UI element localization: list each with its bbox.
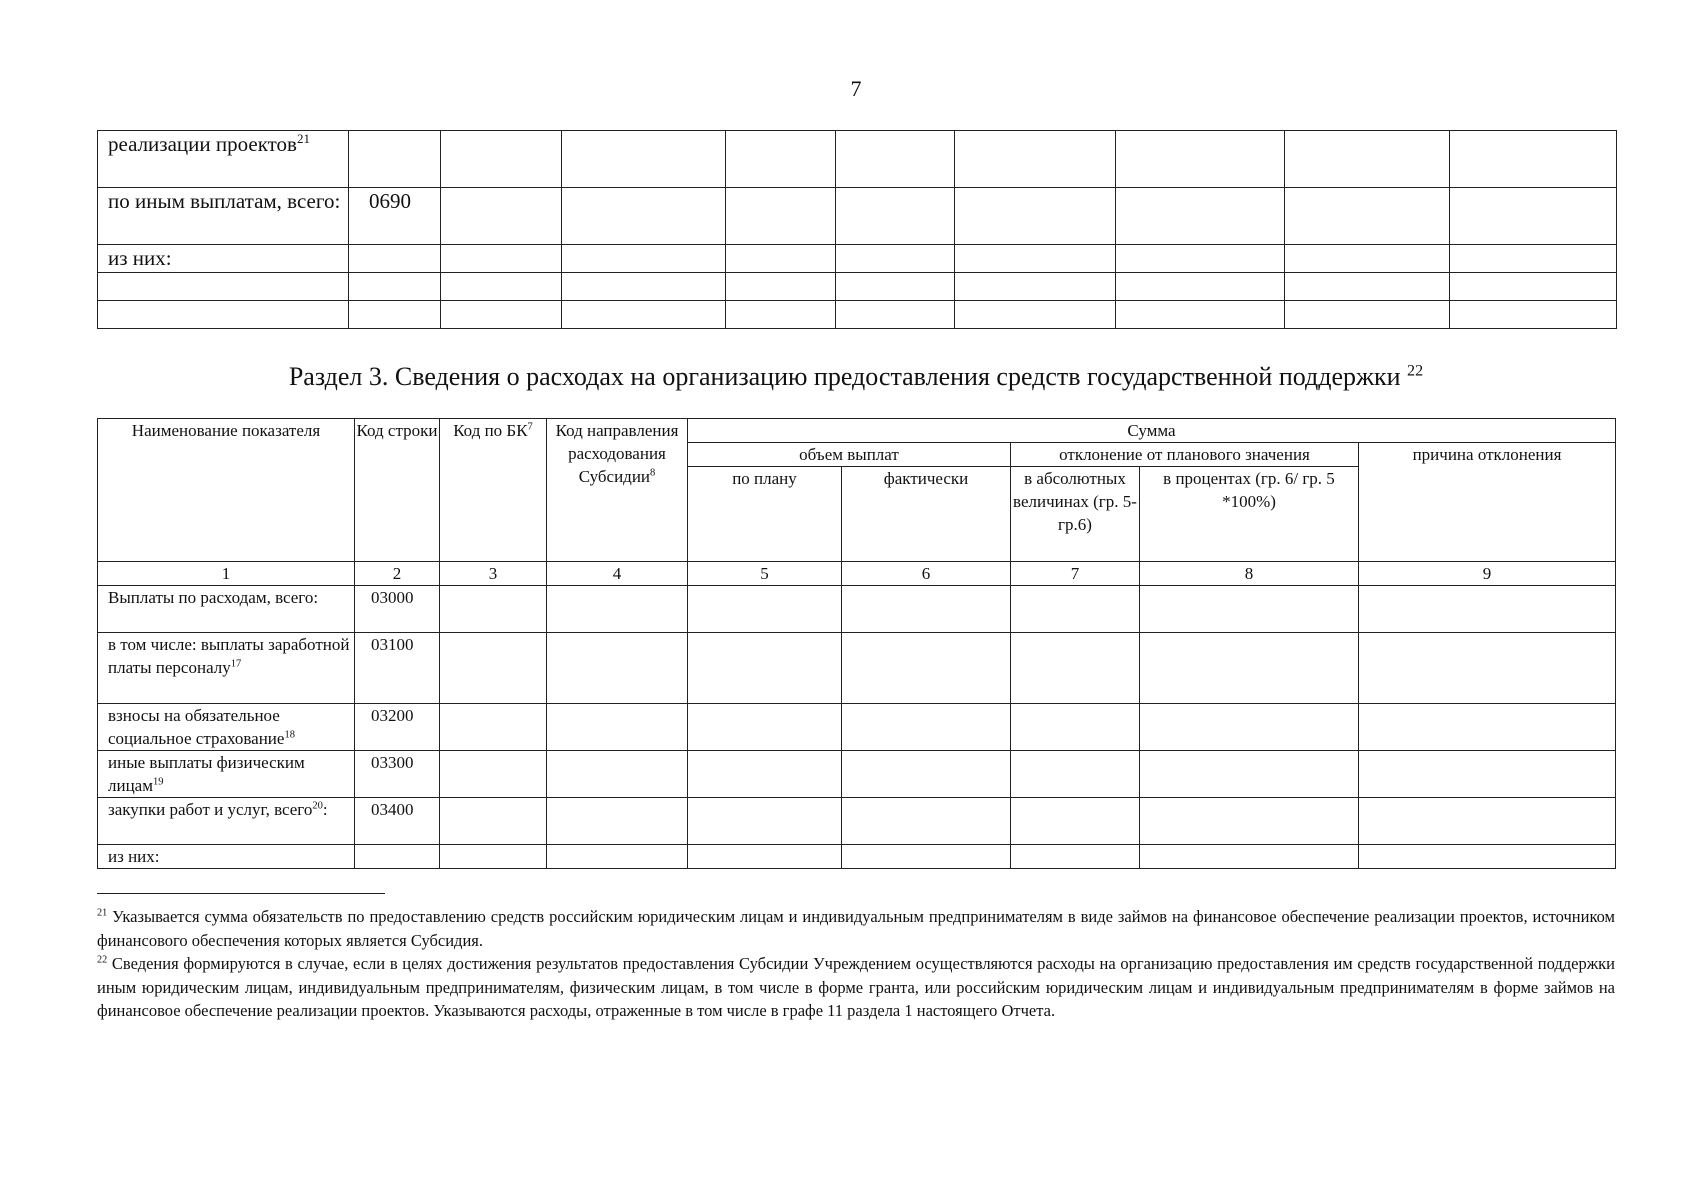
cell [1140, 751, 1359, 798]
row-code: 03100 [355, 633, 440, 704]
cell [1285, 301, 1450, 329]
column-number-row [98, 562, 1616, 586]
column-number: 8 [1140, 562, 1359, 586]
cell [440, 704, 547, 751]
header-name: Наименование показателя [98, 419, 355, 562]
header-absolute: в абсолютных величинах (гр. 5-гр.6) [1011, 467, 1140, 562]
cell [836, 131, 955, 188]
cell [1359, 751, 1616, 798]
row-code [349, 245, 441, 273]
cell [547, 704, 688, 751]
table-row [98, 301, 1617, 329]
cell [1359, 586, 1616, 633]
cell [955, 301, 1116, 329]
header-bk-code: Код по $БК^7$ [440, 419, 547, 562]
table-row [98, 586, 1616, 633]
table-row [98, 245, 1617, 273]
cell [688, 704, 842, 751]
cell [547, 751, 688, 798]
cell [562, 301, 726, 329]
cell [842, 704, 1011, 751]
cell [1011, 704, 1140, 751]
cell [688, 751, 842, 798]
cell [726, 301, 836, 329]
cell [842, 751, 1011, 798]
row-code [349, 273, 441, 301]
section3-table [97, 418, 1616, 869]
row-label: взносы на обязательное социальное страхование$^{18}$ [98, 704, 355, 751]
cell [562, 245, 726, 273]
cell [441, 245, 562, 273]
cell [440, 845, 547, 869]
cell [440, 751, 547, 798]
cell [1359, 845, 1616, 869]
header-plan: по плану [688, 467, 842, 562]
cell [1116, 131, 1285, 188]
cell [1140, 586, 1359, 633]
cell [1450, 301, 1617, 329]
header-direction-code: Код направления расходования Субсидии$^8$ [547, 419, 688, 562]
row-code: 0690 [349, 188, 441, 245]
column-number: 2 [355, 562, 440, 586]
cell [955, 188, 1116, 245]
cell [836, 301, 955, 329]
cell [842, 586, 1011, 633]
cell [441, 188, 562, 245]
header-row-code: Код строки [355, 419, 440, 562]
cell [1011, 751, 1140, 798]
section-title: Раздел 3. Сведения о расходах на организацию предоставления средств государственной поддержки $^{22}$ [288, 362, 1424, 391]
row-code [349, 131, 441, 188]
row-label: из них: [98, 245, 349, 273]
column-number: 6 [842, 562, 1011, 586]
table-row [98, 845, 1616, 869]
cell [1359, 633, 1616, 704]
cell [1285, 245, 1450, 273]
cell [1011, 633, 1140, 704]
cell [1011, 798, 1140, 845]
row-label [98, 301, 349, 329]
cell [1285, 131, 1450, 188]
cell [1116, 273, 1285, 301]
cell [1359, 798, 1616, 845]
cell [955, 245, 1116, 273]
row-label: закупки работ и услуг, всего$^{20}$: [98, 798, 355, 845]
cell [441, 273, 562, 301]
row-label: по иным выплатам, всего: [98, 188, 349, 245]
cell [1450, 131, 1617, 188]
column-number: 4 [547, 562, 688, 586]
cell [1450, 188, 1617, 245]
header-payments-volume: объем выплат [688, 443, 1011, 467]
row-code: 03400 [355, 798, 440, 845]
cell [1116, 188, 1285, 245]
column-number: 7 [1011, 562, 1140, 586]
cell [1140, 845, 1359, 869]
cell [836, 245, 955, 273]
footnote-21: $^{21}$ Указывается сумма обязательств по предоставлению средств российским юридическим лицам и индивидуальным предпринимателям в виде займов на финансовое обеспечение реализации проектов, источником финансового обеспечения которых является Субсидия. [97, 907, 1616, 950]
cell [440, 798, 547, 845]
table-row [98, 751, 1616, 798]
cell [726, 131, 836, 188]
cell [726, 273, 836, 301]
cell [955, 273, 1116, 301]
row-code: 03200 [355, 704, 440, 751]
continuation-table [97, 130, 1617, 329]
cell [547, 586, 688, 633]
cell [1116, 245, 1285, 273]
cell [1450, 245, 1617, 273]
cell [547, 798, 688, 845]
cell [1140, 798, 1359, 845]
cell [440, 633, 547, 704]
cell [1140, 633, 1359, 704]
header-reason: причина отклонения [1359, 443, 1616, 562]
table-row [98, 798, 1616, 845]
table-row [98, 704, 1616, 751]
cell [1140, 704, 1359, 751]
table-row [98, 188, 1617, 245]
cell [842, 798, 1011, 845]
cell [836, 273, 955, 301]
cell [547, 845, 688, 869]
header-sum: Сумма [688, 419, 1616, 443]
cell [1116, 301, 1285, 329]
cell [1285, 273, 1450, 301]
cell [688, 633, 842, 704]
footnote-22: $^{22}$ Сведения формируются в случае, если в целях достижения результатов предоставления Субсидии Учреждением осуществляются расходы на организацию предоставления им средств государственной поддержки иным юридическим лицам, индивидуальным предпринимателям, физическим лицам, в том числе в форме гранта, или российским юридическим лицам и индивидуальным предпринимателям в форме займов на финансовое обеспечение реализации проектов. Указываются расходы, отраженные в том числе в графе 11 раздела 1 настоящего Отчета. [97, 954, 1615, 1020]
cell [1011, 586, 1140, 633]
cell [1285, 188, 1450, 245]
cell [688, 798, 842, 845]
table-row [98, 633, 1616, 704]
cell [562, 188, 726, 245]
cell [688, 845, 842, 869]
row-code: 03300 [355, 751, 440, 798]
row-label: Выплаты по расходам, всего: [98, 586, 355, 633]
row-label: иные выплаты физическим лицам$^{19}$ [98, 751, 355, 798]
footnotes [97, 905, 1615, 1023]
table-row [98, 273, 1617, 301]
cell [562, 273, 726, 301]
row-code [355, 845, 440, 869]
header-row [98, 419, 1616, 443]
cell [726, 245, 836, 273]
column-number: 3 [440, 562, 547, 586]
cell [441, 301, 562, 329]
cell [547, 633, 688, 704]
row-label: в том числе: выплаты заработной платы персоналу$^{17}$ [98, 633, 355, 704]
row-label: реализации проектов$^{21}$ [98, 131, 349, 188]
header-percent: в процентах (гр. 6/ гр. 5 *100%) [1140, 467, 1359, 562]
cell [1359, 704, 1616, 751]
cell [1011, 845, 1140, 869]
cell [562, 131, 726, 188]
cell [955, 131, 1116, 188]
cell [441, 131, 562, 188]
column-number: 9 [1359, 562, 1616, 586]
cell [836, 188, 955, 245]
page-number: 7 [850, 76, 862, 101]
cell [726, 188, 836, 245]
header-deviation: отклонение от планового значения [1011, 443, 1359, 467]
table-row [98, 131, 1617, 188]
header-actual: фактически [842, 467, 1011, 562]
row-label [98, 273, 349, 301]
cell [1450, 273, 1617, 301]
cell [842, 633, 1011, 704]
cell [440, 586, 547, 633]
column-number: 1 [98, 562, 355, 586]
cell [688, 586, 842, 633]
row-code: 03000 [355, 586, 440, 633]
row-code [349, 301, 441, 329]
cell [842, 845, 1011, 869]
footnote-divider [97, 893, 385, 894]
row-label: из них: [98, 845, 355, 869]
column-number: 5 [688, 562, 842, 586]
